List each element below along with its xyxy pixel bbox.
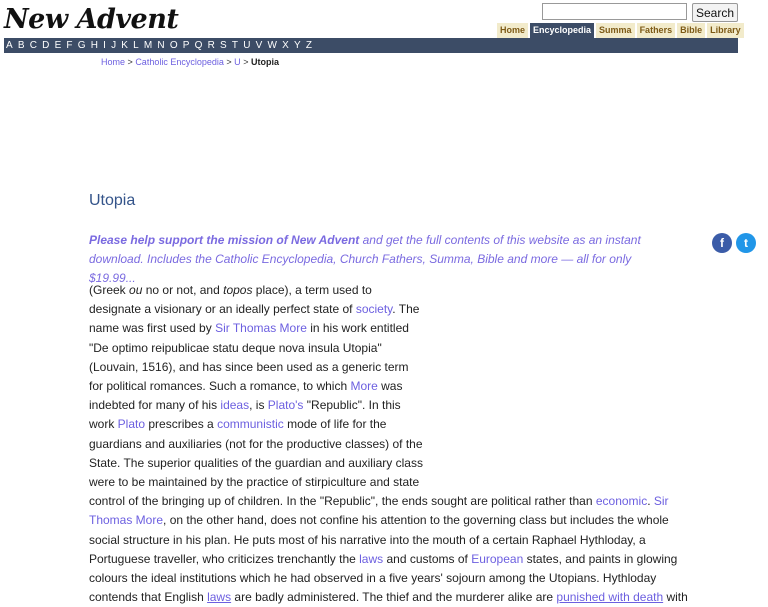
social-share	[712, 233, 756, 253]
nav-bible[interactable]: Bible	[677, 23, 705, 38]
body-text: prescribes a	[145, 417, 218, 432]
body-text: State. The superior qualities of the guardian and auxiliary class	[89, 455, 423, 470]
site-logo[interactable]: New Advent	[4, 4, 179, 35]
nav-home[interactable]: Home	[497, 23, 528, 38]
alpha-link[interactable]: U	[243, 39, 251, 51]
alpha-link[interactable]: W	[267, 39, 277, 51]
link-thomas-more[interactable]: Sir Thomas More	[215, 321, 307, 336]
alpha-link[interactable]: T	[231, 39, 239, 51]
link-ideas[interactable]: ideas	[220, 398, 250, 413]
support-bold-text[interactable]: Please help support the mission of New Advent	[89, 233, 360, 247]
body-text: work	[89, 417, 118, 432]
body-text: states, and paints in glowing	[523, 551, 678, 566]
body-text: are badly administered. The thief and the murderer alike are	[231, 590, 557, 605]
body-text: . The	[392, 302, 420, 317]
top-nav	[497, 23, 744, 38]
alpha-link[interactable]: G	[77, 39, 86, 51]
twitter-icon[interactable]: t	[736, 233, 756, 253]
body-text: with	[663, 590, 688, 605]
breadcrumb-home[interactable]: Home	[101, 57, 126, 67]
body-text: were to be maintained by the practice of stirpiculture and state	[89, 475, 420, 490]
alpha-link[interactable]: N	[157, 39, 165, 51]
body-text: (Louvain, 1516), and has since been used as a generic term	[89, 359, 409, 374]
alpha-link[interactable]: Z	[305, 39, 312, 51]
body-text: .	[647, 494, 654, 509]
body-text: name was first used by	[89, 321, 216, 336]
breadcrumb	[101, 57, 279, 67]
body-text: place), a term used to	[252, 283, 372, 297]
body-text: for political romances. Such a romance, to which	[89, 379, 351, 394]
link-punished-with-death[interactable]: punished with death	[556, 590, 664, 605]
alpha-link[interactable]: B	[17, 39, 25, 51]
body-text: and customs of	[383, 551, 472, 566]
search-button[interactable]: Search	[692, 3, 738, 22]
body-text: , is	[249, 398, 268, 413]
alpha-link[interactable]: R	[207, 39, 215, 51]
article-body	[89, 281, 688, 607]
body-text: in his work entitled	[306, 321, 409, 336]
alpha-link[interactable]: M	[143, 39, 153, 51]
body-text: , on the other hand, does not confine his attention to the governing class but includes the whole	[163, 513, 669, 528]
body-text: was	[377, 379, 403, 394]
link-platos[interactable]: Plato's	[267, 398, 304, 413]
link-plato[interactable]: Plato	[117, 417, 146, 432]
breadcrumb-encyclopedia[interactable]: Catholic Encyclopedia	[135, 57, 224, 67]
body-text: indebted for many of his	[89, 398, 221, 413]
alpha-link[interactable]: Y	[293, 39, 301, 51]
breadcrumb-letter[interactable]: U	[234, 57, 241, 67]
alpha-link[interactable]: P	[182, 39, 190, 51]
body-text: "De optimo reipublicae statu deque nova insula Utopia"	[89, 340, 382, 355]
link-economic[interactable]: economic	[595, 494, 648, 509]
alpha-link[interactable]: S	[220, 39, 227, 51]
body-text: (Greek	[89, 283, 130, 297]
link-society[interactable]: society	[355, 302, 393, 317]
alpha-link[interactable]: A	[6, 39, 13, 51]
alpha-link[interactable]: X	[282, 39, 289, 51]
body-text: colours the ideal institutions which he had observed in a five years' sojourn among the Utopians. Hythloday	[89, 571, 657, 586]
alpha-link[interactable]: C	[29, 39, 37, 51]
support-banner[interactable]	[89, 231, 664, 288]
alpha-link[interactable]: I	[103, 39, 106, 51]
nav-library[interactable]: Library	[707, 23, 744, 38]
support-text[interactable]: and get the full contents of this website as an instant	[359, 233, 641, 247]
alpha-link[interactable]: H	[90, 39, 98, 51]
nav-encyclopedia[interactable]: Encyclopedia	[530, 23, 594, 38]
body-text: "Republic". In this	[303, 398, 401, 413]
alpha-link[interactable]: E	[54, 39, 62, 51]
body-text: guardians and auxiliaries (not for the productive classes) of the	[89, 436, 423, 451]
alpha-link[interactable]: D	[42, 39, 50, 51]
body-text: contends that English	[89, 590, 208, 605]
body-italic: ou	[129, 283, 143, 297]
body-text: mode of life for the	[283, 417, 387, 432]
alphabet-bar	[4, 38, 738, 53]
link-laws[interactable]: laws	[207, 590, 232, 605]
nav-fathers[interactable]: Fathers	[637, 23, 676, 38]
breadcrumb-separator: >	[226, 57, 232, 67]
breadcrumb-separator: >	[243, 57, 249, 67]
link-more[interactable]: More	[350, 379, 378, 394]
body-text: no or not, and	[142, 283, 224, 297]
body-text: Portuguese traveller, who criticizes trenchantly the	[89, 551, 360, 566]
breadcrumb-current: Utopia	[250, 57, 279, 67]
body-text: social structure in his plan. He puts most of his narrative into the mouth of a certain Raphael Hythloday, a	[89, 532, 646, 547]
link-laws[interactable]: laws	[359, 551, 384, 566]
search-input[interactable]	[542, 3, 687, 20]
body-italic: topos	[223, 283, 253, 297]
page-title: Utopia	[89, 192, 136, 209]
alpha-link[interactable]: L	[133, 39, 139, 51]
link-european[interactable]: European	[471, 551, 524, 566]
link-sir-thomas-more[interactable]: Sir	[653, 494, 669, 509]
link-sir-thomas-more[interactable]: Thomas More	[89, 513, 164, 528]
alpha-link[interactable]: K	[121, 39, 128, 51]
alpha-link[interactable]: Q	[194, 39, 203, 51]
alpha-link[interactable]: J	[111, 39, 117, 51]
alpha-link[interactable]: F	[66, 39, 73, 51]
facebook-icon[interactable]: f	[712, 233, 732, 253]
body-text: designate a visionary or an ideally perfect state of	[89, 302, 356, 317]
support-text[interactable]: download. Includes the Catholic Encyclopedia, Church Fathers, Summa, Bible and more — all for only $19.99...	[89, 252, 632, 285]
alpha-link[interactable]: V	[255, 39, 263, 51]
nav-summa[interactable]: Summa	[596, 23, 635, 38]
body-text: control of the bringing up of children. In the "Republic", the ends sought are political rather than	[89, 494, 596, 509]
breadcrumb-separator: >	[127, 57, 133, 67]
alpha-link[interactable]: O	[169, 39, 178, 51]
link-communistic[interactable]: communistic	[217, 417, 284, 432]
